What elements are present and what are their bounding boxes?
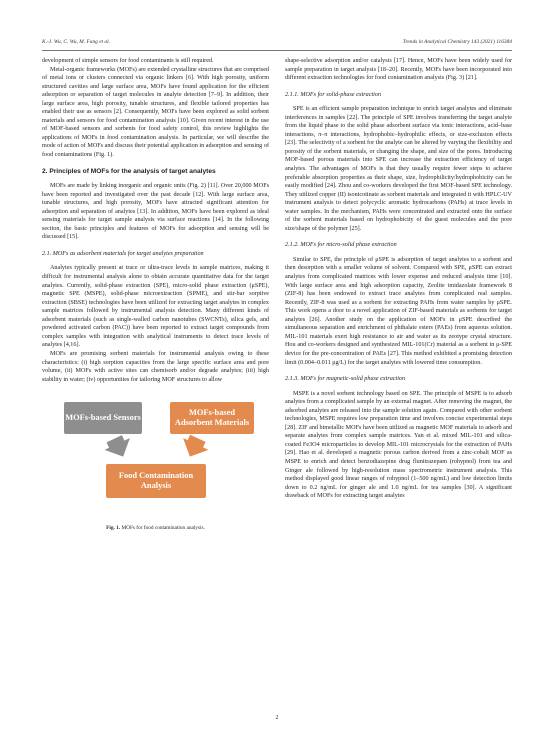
header-rule [42,50,512,51]
caption-label: Fig. 1. [106,524,121,531]
paragraph: MOFs are promising sorbent materials for instrumental analysis owing to these characteristics: (i) high sorption capacities from the large specific surface area and pore volume, (ii) MOFs with active sites can chemisorb and/or degrade analytes; (iii) high stability in water; (iv) opportunities for tailoring MOF structures to allow [42,350,269,383]
paragraph: Similar to SPE, the principle of μSPE is adsorption of target analytes to a sorbent and then desorption with a smaller volume of solvent. Compared with SPE, μSPE can extract analytes from complicated matrices with lower expense and reduced analysis time [10]. With large surface area and high adsorption capacity, Zeolite imidazolate framework 8 (ZIF-8) has been endowed to extract trace analytes from complicated real samples. Recently, ZIF-8 was used as a sorbent for extracting PAHs from water samples by μSPE. This work opens a door to a novel application of ZIF-based materials as sorbents for target analytes [26]. Another study on the application of MOFs in μSPE described the simultaneous separation and enrichment of phthalate esters (PAEs) from aqueous solution. MIL-101 materials exert high resistance to air and water as its zeotype crystal structure. Hou and co-workers designed and synthesized MIL-101(Cr) material as a sorbent in μ-SPE device for the pre-concentration of PAEs [27]. This method exhibited a promising detection limit (0.004–0.011 μg/L) for the target analytes with lowered time consumption. [285,256,512,366]
subsection-heading: 2.1.1. MOFs for solid-phase extraction [285,91,382,98]
flow-arrows [42,394,269,532]
paragraph: development of simple sensors for food contaminants is still required. [42,58,214,64]
paragraph: SPE is an efficient sample preparation technique to enrich target analytes and eliminate interferences in samples [22]. The principle of SPE involves transferring the target analyte from the liquid phase to the solid phase adsorbent surface via ionic interactions, acid–base interactions, π–π interactions, hydrophobic–hydrophilic effects, or size-exclusion effects [23]. The selectivity of a sorbent for the analyte can be altered by varying the flexibility and porosity of the sorbent materials, or changing the shape, and size of the pores. Introducing MOF-based porous materials into SPE can increase the extraction efficiency of target analytes. The advantages of MOFs is that they usually require fewer steps to achieve preferable absorption properties as their shape, size, hydrophilicity/hydrophobicity can be easily modified [24]. Zhou and co-workers developed the first MOF-based SPE technology. They utilized copper (II) isonicotinate as sorbent materials and integrated it with HPLC-UV instrument analysis to detect polycyclic aromatic hydrocarbons (PAHs) at trace levels in water samples. In the mechanism, PAHs were concentrated and extracted onto the surface of the sorbent materials based on hydrophobicity of the guest molecules and the pore size/shape of the polymer [25]. [285,106,512,232]
box-mofs-adsorbents-label: MOFs-based Adsorbent Materials [174,407,250,428]
section-heading: 2. Principles of MOFs for the analysis of target analytes [42,167,216,175]
subsection-heading: 2.1.3. MOFs for magnetic-solid phase extraction [285,376,406,383]
subsection-heading: 2.1.2. MOFs for micro-solid phase extraction [285,242,397,249]
running-header-authors: K.-J. Wu, C. Wu, M. Fang et al. [42,39,110,45]
left-column [42,57,269,532]
paragraph: Analytes typically present at trace or ultra-trace levels in sample matrices, making it difficult for instrumental analysis alone to obtain accurate quantitative data for the target analytes. Currently, solid-phase extraction (SPE), micro-solid phase extraction (μSPE), magnetic SPE (MSPE), solid-phase microextraction (SPME), and stir-bar sorptive extraction (SBSE) technologies have been utilized for extracting target analytes in complex sample matrices followed by instrumental analysis detection. Many different kinds of adsorbent materials (such as single-walled carbon nanotubes (SWCNTs), silica gels, and powdered activated carbon (PAC)) have been reported to extract target compounds from complex samples with integration with analytical instruments to detect trace levels of analytes [4,16]. [42,265,269,349]
figure-caption [42,524,269,533]
figure-1 [42,394,269,532]
paragraph: Metal-organic frameworks (MOFs) are extended crystalline structures that are comprised of metal ions or clusters connected via organic linkers [6]. With high porosity, uniform structured cavities and large surface area, MOFs have found application for the efficient adsorption or separation of target molecules in analyte detection [7–9]. In addition, their large surface area, high porosity, tunable structures, and flexible tailored properties has enabled their use as sensors [2]. Consequently, MOFs have been explored as solid sorbent materials and sensors for food contamination analysis [10]. Given recent interest in the use of MOF-based sensors and sorbents for food safety control, this review highlights the applications of MOFs in food contamination analysis. In particular, we will describe the mode of action of MOFs and discuss their potential application in adsorption and sensing of food contaminations (Fig. 1). [42,66,269,159]
caption-text: MOFs for food contamination analysis. [121,524,205,531]
paragraph: shape-selective adsorption and/or catalysis [17]. Hence, MOFs have been widely used for sample preparation in target analysis [18–20]. Recently, MOFs have been incorporated into different extraction technologies for food contamination analysis (Fig. 3) [21]. [285,58,512,82]
box-food-contamination [106,464,206,498]
subsection-heading: 2.1. MOFs as adsorbent materials for target analytes preparation [42,250,204,257]
page-number: 2 [275,715,279,721]
right-column [285,57,512,501]
box-food-contamination-label: Food Contamination Analysis [118,470,194,491]
paragraph: MOFs are made by linking inorganic and organic units (Fig. 2) [11]. Over 20,000 MOFs have been reported and investigated over the past decade [12]. With large surface area, tunable structures, and high porosity, MOFs have attracted significant attention for adsorption and separation of analytes [13]. In addition, MOFs have been explored as ideal sensing materials for target sample analysis via surface reactions [14]. In the following section, the basic principles and features of MOFs for adsorption and sensing will be discussed [15]. [42,183,269,241]
box-mofs-sensors-label: MOFs-based Sensors [65,412,141,422]
arrow-left-icon [102,433,136,463]
arrow-right-icon [177,433,211,463]
paragraph: MSPE is a novel sorbent technology based on SPE. The principle of MSPE is to adsorb analytes from a complicated sample by an external magnet. After removing the magnet, the adsorbed analytes are released into the sample solution again. Compared with other sorbent technologies, MSPE requires low preparation time and involves concise experimental steps [28]. ZIF and bimetallic MOFs have been utilized as magnetic MOF materials to adsorb and separate analytes from complex sample matrices. Yan et al. mixed MIL-101 and silica-coated Fe3O4 microparticles to develop MIL-101 microcrystals for the extraction of PAHs [29]. Hao et al. developed a magnetic porous carbon derived from a zinc-cobalt MOF as MSPE to enrich and detect benzodiazepine drug flunitrazepam (rohypnol) from tea and Ginger ale followed by high-resolution mass spectrometric instrument analysis. This method displayed good linear ranges of rohypnol (1–500 ng/mL) and low detection limits down to 0.2 ng/mL for ginger ale and 1.0 ng/mL for tea samples [30]. A significant drawback of MOFs for extracting target analytes [285,390,512,500]
running-header-journal: Trends in Analytical Chemistry 143 (2021) 116384 [402,39,512,45]
